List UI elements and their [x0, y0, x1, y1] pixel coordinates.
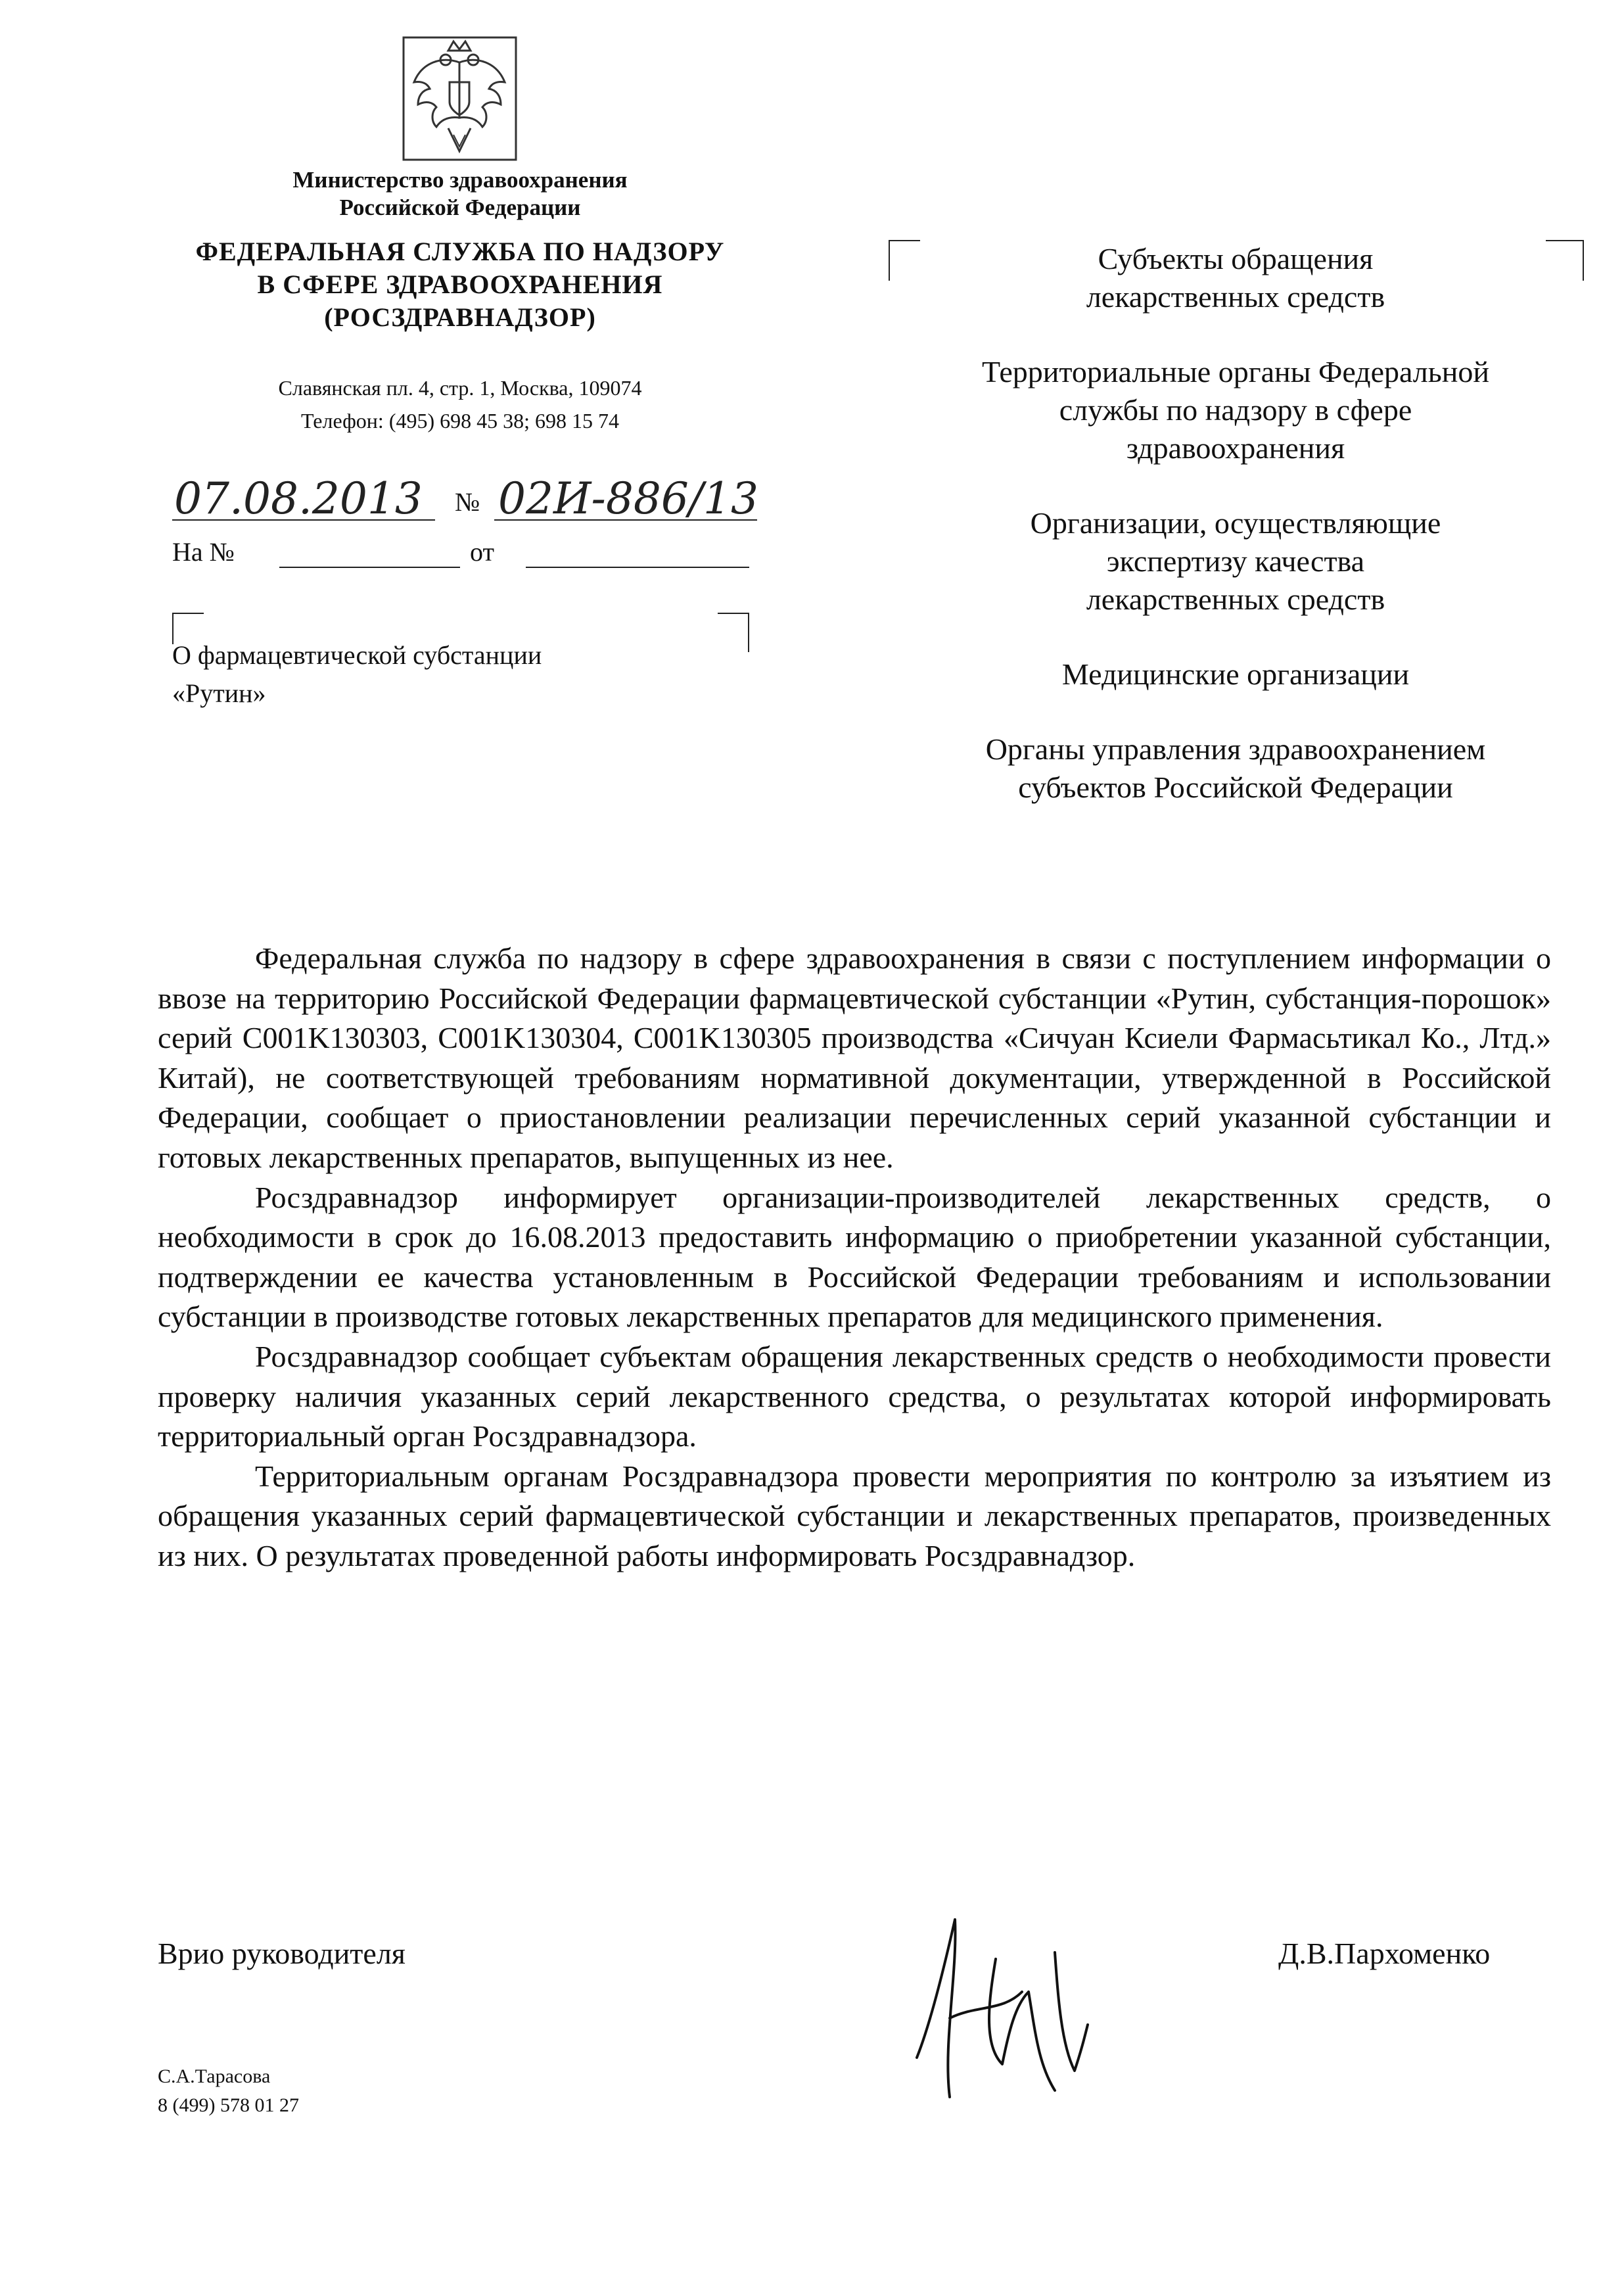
- body-paragraph: Росздравнадзор сообщает субъектам обращения лекарственных средств о необходимости провести проверку наличия указанных серий лекарственного средства, о результатах которой информировать территориальный орган Росздравнадзора.: [158, 1339, 1551, 1453]
- subject-line-1: О фармацевтической субстанции: [172, 640, 542, 670]
- from-line: [526, 567, 749, 568]
- addressee-item: Органы управления здравоохранением субъектов Российской Федерации: [985, 732, 1486, 804]
- executor-block: [158, 2062, 299, 2120]
- executor-name: С.А.Тарасова: [158, 2065, 271, 2087]
- date-underline: [172, 519, 435, 521]
- phone-numbers: Телефон: (495) 698 45 38; 698 15 74: [300, 409, 620, 433]
- addressee-list: [881, 240, 1590, 843]
- executor-phone: 8 (499) 578 01 27: [158, 2094, 299, 2116]
- emblem-icon: [402, 36, 517, 161]
- signatory-title: Врио руководителя: [158, 1937, 406, 1970]
- number-sign: №: [455, 487, 480, 517]
- contact-block: [171, 371, 749, 437]
- subject-corner-right: [718, 613, 749, 652]
- addressee-item: Медицинские организации: [1061, 657, 1410, 691]
- registration-number: 02И-886/13: [498, 473, 759, 524]
- addressee-item: Территориальные органы Федеральной службы по надзору в сфере здравоохранения: [982, 355, 1489, 465]
- service-line-1: ФЕДЕРАЛЬНАЯ СЛУЖБА ПО НАДЗОРУ: [195, 237, 725, 266]
- addressee-item: Организации, осуществляющие экспертизу качества лекарственных средств: [1030, 506, 1441, 616]
- from-label: от: [470, 537, 494, 567]
- ministry-name: [197, 166, 723, 222]
- body-paragraph: Росздравнадзор информирует организации-производителей лекарственных средств, о необходимости в срок до 16.08.2013 предоставить информацию о приобретении указанной субстанции, подтверждении ее качества установленным в Российской Федерации требованиям и использовании субстанции в производстве готовых лекарственных препаратов для медицинского применения.: [158, 1180, 1551, 1334]
- reply-to-label: На №: [172, 537, 235, 567]
- service-line-3: (РОСЗДРАВНАДЗОР): [324, 302, 596, 332]
- body-paragraph: Федеральная служба по надзору в сфере здравоохранения в связи с поступлением информации о ввозе на территорию Российской Федерации фармацевтической субстанции «Рутин, субстанция-порошок» серий C001K130303, C001K130304, C001K130305 производства «Сичуан Ксиели Фармасьтикал Ко., Лтд.» Китай), не соответствующей требованиям нормативной документации, утвержденной в Российской Федерации, сообщает о приостановлении реализации перечисленных серий указанной субстанции и готовых лекарственных препаратов, выпущенных из нее.: [158, 941, 1551, 1174]
- addressee-item: Субъекты обращения лекарственных средств: [1086, 242, 1385, 314]
- service-line-2: В СФЕРЕ ЗДРАВООХРАНЕНИЯ: [257, 270, 663, 299]
- service-name: [151, 235, 769, 334]
- body-paragraph: Территориальным органам Росздравнадзора провести мероприятия по контролю за изъятием из обращения указанных серий фармацевтической субстанции и лекарственных препаратов, произведенных из них. О результатах проведенной работы информировать Росздравнадзор.: [158, 1459, 1551, 1572]
- reply-to-line: [279, 567, 460, 568]
- signatory-name: Д.В.Пархоменко: [1278, 1937, 1491, 1970]
- postal-address: Славянская пл. 4, стр. 1, Москва, 109074: [278, 376, 642, 400]
- ministry-line-1: Министерство здравоохранения: [292, 167, 628, 193]
- letter-body: [158, 939, 1551, 1576]
- ministry-line-2: Российской Федерации: [339, 195, 581, 220]
- subject: [172, 636, 542, 713]
- handwritten-signature: [904, 1893, 1101, 2110]
- number-underline: [494, 519, 757, 521]
- subject-line-2: «Рутин»: [172, 678, 266, 708]
- registration-date: 07.08.2013: [174, 473, 423, 524]
